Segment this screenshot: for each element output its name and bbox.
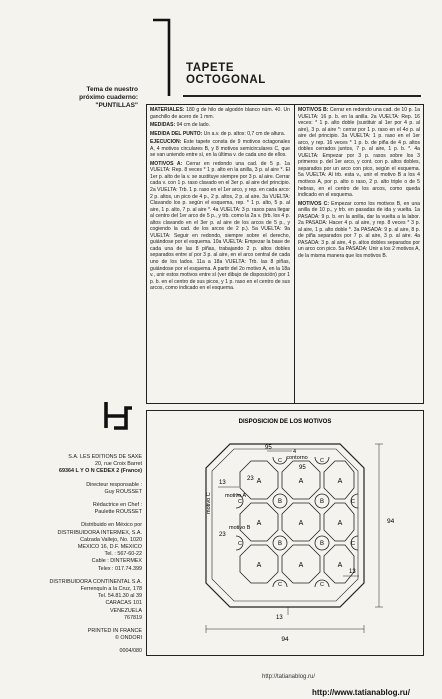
watermark-url[interactable]: http://www.tatianablog.ru/: [312, 688, 410, 697]
motif-layout-diagram: [147, 411, 423, 655]
letter-a: A: [298, 478, 304, 485]
instruction-label: MOTIVOS B:: [298, 107, 329, 113]
instruction-label: MOTIVOS A:: [150, 160, 183, 167]
mexico-address2: MEXICO 16, D.F. MEXICO: [77, 544, 142, 551]
instruction-paragraph: [150, 161, 290, 292]
director-name: Guy ROUSSET: [104, 488, 142, 495]
letter-a: A: [337, 562, 343, 569]
letter-a: A: [256, 520, 262, 527]
title-line1: TAPETE: [186, 62, 235, 74]
instruction-text: Este tapete consta de 9 motivos octagonales A, 4 motivos circulares B, y 8 motivos semicirculares C, que se van uniendo entre sí, en la última v. de cada uno de ellos.: [150, 139, 290, 159]
dimension-lines: [206, 444, 383, 633]
director-label: Directeur responsable :: [86, 481, 142, 488]
dim-95-a: 95: [265, 445, 272, 451]
letter-a: A: [256, 562, 262, 569]
instruction-label: EJECUCION:: [150, 139, 182, 146]
letter-c: C: [238, 541, 242, 547]
publisher-city: 69364 L Y O N CEDEX 2 (France): [59, 468, 142, 475]
next-issue-line1: Tema de nuestro: [86, 86, 138, 93]
letter-b: B: [277, 499, 283, 505]
column-divider: [294, 104, 295, 404]
next-issue-line2: próximo cuaderno:: [79, 94, 138, 102]
letter-c: C: [238, 499, 242, 505]
dim-13-c: 13: [276, 615, 283, 621]
instruction-label: MATERIALES:: [150, 107, 185, 113]
letter-a: A: [337, 478, 343, 485]
mexico-cable: Cable : DINTERMEX: [91, 558, 142, 565]
venezuela-code: 767819: [124, 614, 142, 621]
venezuela-country: VENEZUELA: [109, 607, 142, 614]
motif-letters: [238, 458, 355, 588]
instruction-text: Un a.v. de p. altos: 0,7 cm de altura.: [202, 130, 286, 137]
instruction-paragraph: [150, 131, 290, 138]
letter-b: B: [319, 499, 325, 505]
letter-c: C: [278, 582, 282, 588]
motivo-c-label: motivo C: [206, 492, 212, 514]
letter-c: C: [278, 458, 282, 464]
instruction-paragraph: [150, 139, 290, 159]
instruction-label: MEDIDAS:: [150, 122, 176, 129]
letter-c: C: [320, 582, 324, 588]
letter-a: A: [337, 520, 343, 527]
motivo-a-label: motivo A: [225, 493, 247, 499]
mexico-tel: Tel. : 567-60-22: [104, 551, 142, 558]
instruction-label: MOTIVOS C:: [298, 200, 330, 207]
letter-b: B: [277, 541, 283, 547]
diagram-title: DISPOSICION DE LOS MOTIVOS: [238, 419, 332, 425]
title-line2: OCTOGONAL: [186, 74, 266, 86]
dim-4: 4: [293, 449, 297, 455]
mexico-company: DISTRIBUIDORA INTERMEX, S.A.: [57, 529, 142, 536]
next-issue-block: [38, 86, 138, 111]
copyright: © ONDORI: [114, 635, 142, 642]
instruction-paragraph: [150, 107, 290, 120]
letter-c: C: [320, 458, 324, 464]
dim-23-b: 23: [219, 532, 226, 538]
letter-a: A: [298, 520, 304, 527]
instructions-right-column: [298, 107, 420, 402]
instruction-label: MEDIDA DEL PUNTO:: [150, 130, 203, 137]
instruction-paragraph: [298, 107, 420, 199]
dim-13-a: 13: [219, 480, 226, 486]
mexico-telex: Telex : 017.74.399: [97, 565, 142, 572]
instruction-text: Cerrar en redondo una cad. de 10 p. 1a VUELTA: 16 p. b. en la anilla. 2a VUELTA: Rep. 16 veces: * 1 p. alto doble (sustituir al 1er por 4 p. al aire), 3 p. al aire *: cerrar por 1 p. raso en el 4o p. al aire del principio. 3a VUELTA: 1 p. raso en el 1er arco, y rep. 16 veces * 1 p. b. de piña de 4 p. altos dobles cerrados juntos, 7 p. al aire, 1 p. b. *. 4a VUELTA: Empezar por 3 p. rasos sobre los 3 primeros p. del 1er arco, y cont. con p. altos dobles, separados por un arco con pico, según el esquema. 5a VUELTA: Al trb. esta v., unir el motivo B a los 4 motivos A, por p. alto o raso, 2 p. alto triple o de 5 hebras, en el centro de los arcos, como queda indicado en el esquema.: [298, 107, 420, 199]
instruction-paragraph: [298, 201, 420, 260]
mexico-address1: Calzada Vallejo, No. 1020: [80, 536, 142, 543]
mexico-label: Distribuido en México por: [81, 522, 142, 529]
letter-c: C: [351, 541, 355, 547]
watermark-small: http://tatianablog.ru/: [262, 674, 316, 680]
publisher-name: S.A. LES EDITIONS DE SAXE: [68, 454, 142, 460]
article-title: [186, 62, 266, 86]
instruction-text: 94 cm de lado.: [175, 122, 211, 129]
letter-b: B: [319, 541, 325, 547]
instruction-text: Cerrar en redondo una cad. de 5 p. 1a VUELTA: Rep. 8 veces * 1 p. alto en la anilla, 3 p. al aire *. El 1er p. alto de la v. se sustituye siempre por 3 p. al aire. Cerrar cada v. con 1 p. raso clavado en el 3er p. al aire del principio. 2a VUELTA: Trb. 1 p. raso en el 1er arco, y rep. en cada arco: 2 p. altos, un pico de 4 p., 2 p. altos, 2 p. al aire. 3a VUELTA: Clavando los p. según el esquema, rep. * 1 p. alto, 5 p. al aire, 1 p. alto, 7 p. al aire *. 4a VUELTA: 3 p. rasos para llegar al centro del 1er arco de 5 p., y trb. como la 2a v. (trb. los 4 p. altos clavando en el 3er p. al aire de los arcos de 5 p., y cogiendo la cad. de los arcos de 2 p.). 5a VUELTA: 9a VUELTA: Seguir en redondo, siempre sobre el derecho, guiándose por el esquema. 10a VUELTA: Empezar la base de cada una de las 8 piñas, trabajando 2 p. altos dobles separados entre sí por 3 p. al aire, en el arco central de cada uno de los lados. 11a a 18a VUELTA: Trb. las 8 piñas, guiándose por el esquema. A partir del 2o motivo A, en la 18a v., unir estos motivos entre sí (ver dibujo de disposición) por 1 p. b. en el centro de sus picos, y 1 p. raso en el centro de sus arcos, como indicado en el esquema.: [150, 160, 290, 292]
editor-name: Paulette ROUSSET: [94, 509, 142, 516]
letter-c: C: [351, 499, 355, 505]
issue-code: 0004/080: [119, 648, 142, 655]
printed-in: PRINTED IN FRANCE: [87, 628, 142, 635]
venezuela-company: DISTRIBUIDORA CONTINENTAL S.A.: [49, 578, 142, 585]
instruction-text: 180 g de hilo de algodón blanco núm. 40. Un ganchillo de acero de 1 mm.: [150, 107, 290, 120]
dim-95-b: 95: [299, 465, 306, 471]
dim-width: 94: [281, 636, 289, 643]
publisher-street: 20, rue Croix Barret: [94, 461, 142, 468]
title-underline: [183, 95, 421, 97]
instruction-paragraph: [150, 122, 290, 129]
dim-height: 94: [387, 518, 395, 525]
contour-label: contorno: [286, 455, 308, 461]
publisher-info: [8, 454, 142, 656]
editor-label: Rédactrice en Chef :: [92, 502, 142, 509]
dim-23-a: 23: [247, 476, 254, 482]
instructions-left-column: [150, 107, 290, 402]
venezuela-address: Ferrenquín a la Cruz, 178: [80, 586, 142, 593]
publisher-logo: [100, 402, 132, 432]
instruction-text: Empezar como los motivos B, en una anilla de 10 p., y trb. en pasadas de ida y vuelta. 1a PASADA: 9 p. b. en la anilla, dar la vuelta a la labor. 2a PASADA: Hacer 4 p. al aire, y rep. 8 veces * 3 p. al aire, 1 p. alto doble *. 3a PASADA: 9 p. al aire, 8 p. de piña separados por 7 p. al aire, 3 p. al aire. 4a PASADA: 3 p. al aire, 4 p. altos dobles separados por un arco con pico. 5a PASADA: Unir a los 2 motivos A, de la misma manera que los motivos B.: [298, 200, 420, 260]
letter-a: A: [298, 562, 304, 569]
motivo-b-label: motivo B: [229, 525, 251, 531]
next-issue-topic: "PUNTILLAS": [95, 102, 138, 110]
venezuela-tel: Tel. 54.81.30 al 39: [97, 593, 142, 600]
title-bracket-graphic: [153, 18, 171, 96]
venezuela-city: CARACAS 101: [105, 600, 142, 607]
dim-13-b: 13: [349, 569, 356, 575]
letter-a: A: [256, 478, 262, 485]
